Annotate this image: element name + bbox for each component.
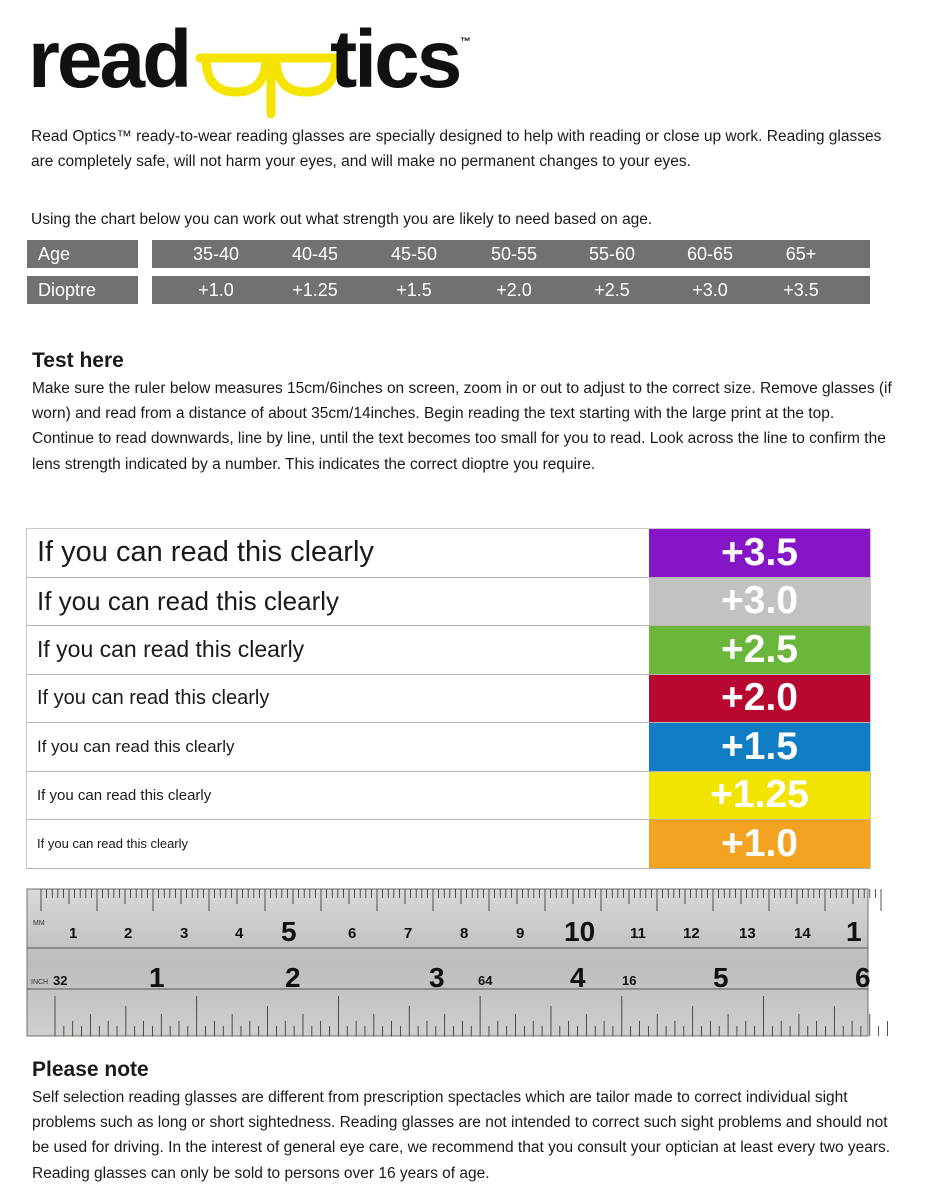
ruler-inch-label: INCH [31,979,49,986]
measurement-ruler [27,889,871,1036]
strength-row-label: If you can read this clearly [37,786,212,804]
age-cell: 35-40 [192,244,240,264]
ruler-number: 6 [348,925,357,942]
note-body: Self selection reading glasses are different from prescription spectacles which are tailor made to correct individual sight problems such as long or short sightedness. Reading glasses are not intended to correct such sight problems and should not be used for driving. In the interest of general eye care, we recommend that you consult your optician at least every two years. Reading glasses can only be sold to persons over 16 years of age. [32,1089,891,1182]
strength-row-label: If you can read this clearly [37,636,305,663]
age-cells [152,240,870,268]
ruler-inch-number: 2 [285,962,301,993]
age-chart-lead: Using the chart below you can work out what strength you are likely to need based on age. [31,211,653,228]
age-cell: 50-55 [490,244,538,264]
ruler-fraction: 64 [478,973,493,988]
strength-row [27,820,870,869]
ruler-number: 13 [739,925,756,942]
ruler-number: 3 [180,925,189,942]
ruler-number: 8 [460,925,469,942]
dioptre-cell: +1.5 [396,280,432,300]
brand-logo [28,10,488,110]
dioptre-header: Dioptre [27,276,138,304]
intro-paragraph: Read Optics™ ready-to-wear reading glasses are specially designed to help with reading or close up work. Reading glasses are completely safe, will not harm your eyes, and will make no permanent changes to your eyes. [31,128,882,170]
logo-text-read: read [28,14,190,105]
strength-value-badge: +3.0 [649,578,870,626]
logo-text-tics: tics [330,14,460,105]
glasses-icon [196,44,346,118]
ruler-number: 14 [794,925,811,942]
ruler-fraction: 32 [53,973,68,988]
ruler-inch-number: 3 [429,962,445,993]
dioptre-cell: +3.5 [783,280,819,300]
strength-chart [26,528,871,869]
strength-value-badge: +1.5 [649,723,870,771]
logo-trademark: ™ [460,36,471,48]
dioptre-cell: +2.0 [496,280,532,300]
test-title: Test here [32,349,124,372]
ruler-number: 11 [630,925,646,942]
strength-value-badge: +3.5 [649,529,870,577]
ruler-number: 1 [69,925,78,942]
strength-row-label: If you can read this clearly [37,736,235,756]
strength-value-badge: +2.0 [649,675,870,723]
ruler-number: 9 [516,925,525,942]
test-instructions: Make sure the ruler below measures 15cm/6inches on screen, zoom in or out to adjust to the correct size. Remove glasses (if worn) and read from a distance of about 35cm/14inches. Begin reading the text starting with the large print at the top. Continue to read downwards, line by line, until the text becomes too small for you to read. Look across the line to confirm the lens strength indicated by a number. This indicates the correct dioptre you require. [32,380,892,473]
strength-row-label: If you can read this clearly [37,585,340,616]
strength-row [27,529,870,578]
strength-row-label: If you can read this clearly [37,686,270,709]
strength-value-badge: +2.5 [649,626,870,674]
dioptre-cell: +3.0 [692,280,728,300]
age-header: Age [27,240,138,268]
strength-row-label: If you can read this clearly [37,836,189,852]
ruler-number: 2 [124,925,133,942]
strength-value-badge: +1.0 [649,820,870,868]
strength-row [27,675,870,724]
strength-row [27,626,870,675]
strength-row-label: If you can read this clearly [37,536,374,569]
ruler-inch-number: 4 [570,962,586,993]
strength-row [27,723,870,772]
ruler-mm-label: MM [33,920,45,927]
dioptre-cell: +1.25 [292,280,338,300]
age-cell: 40-45 [291,244,339,264]
age-cell: 45-50 [390,244,438,264]
dioptre-cell: +2.5 [594,280,630,300]
strength-value-badge: +1.25 [649,772,870,820]
strength-row [27,772,870,821]
age-cell: 60-65 [686,244,734,264]
strength-row [27,578,870,627]
ruler-number: 12 [683,925,700,942]
ruler-number: 4 [235,925,244,942]
age-cell: 55-60 [588,244,636,264]
ruler-inch-number: 1 [149,962,165,993]
age-cell: 65+ [785,244,817,264]
ruler-number: 5 [281,916,297,947]
dioptre-row [27,276,870,304]
dioptre-cells [152,276,870,304]
ruler-number: 10 [564,916,596,947]
dioptre-cell: +1.0 [198,280,234,300]
age-row [27,240,870,268]
ruler-inch-number: 6 [855,962,871,993]
ruler-number: 7 [404,925,413,942]
note-title: Please note [32,1058,149,1081]
ruler-inch-number: 5 [713,962,729,993]
ruler-number: 1 [846,916,862,947]
ruler-fraction: 16 [622,973,637,988]
